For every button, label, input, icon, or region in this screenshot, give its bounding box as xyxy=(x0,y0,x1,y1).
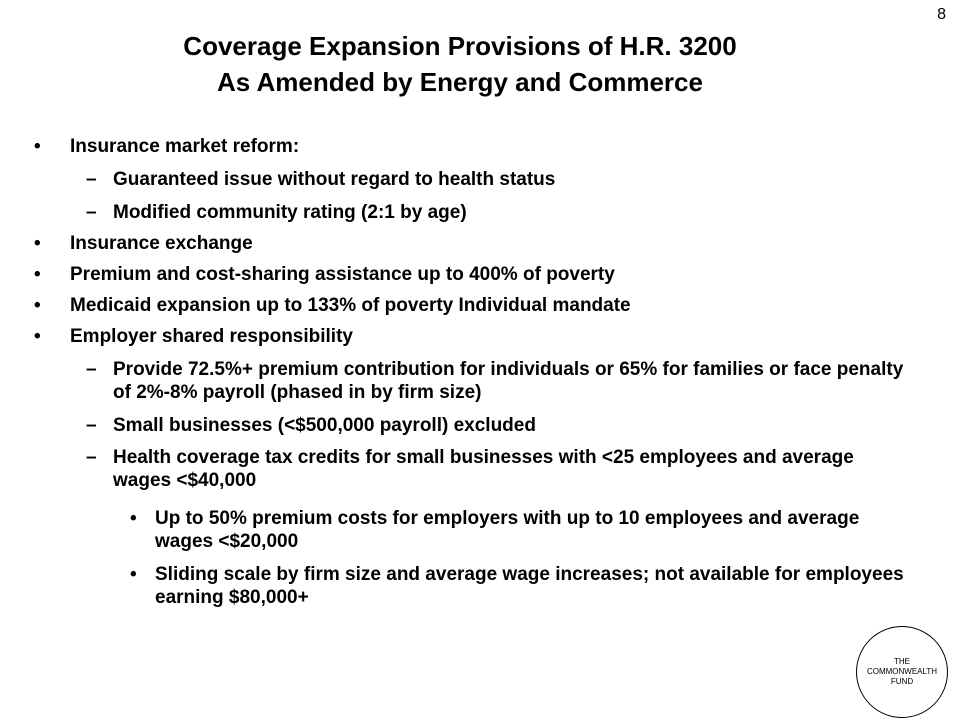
bullet-insurance-exchange xyxy=(34,232,890,255)
bullet-employer-responsibility xyxy=(34,325,890,348)
dash-marker: – xyxy=(86,359,97,380)
title-line-1: Coverage Expansion Provisions of H.R. 3200 xyxy=(183,31,737,61)
bullet-marker: • xyxy=(130,564,137,585)
subbullet-small-businesses-excluded xyxy=(86,414,913,437)
bullet-marker: • xyxy=(34,136,41,157)
bullet-medicaid-expansion xyxy=(34,294,890,317)
logo-line-3: FUND xyxy=(890,677,914,686)
dash-marker: – xyxy=(86,202,97,223)
bullet-marker: • xyxy=(130,508,137,529)
bullet-insurance-market-reform xyxy=(34,135,890,158)
subbullet-text: Small businesses (<$500,000 payroll) excluded xyxy=(113,415,536,436)
page-number: 8 xyxy=(937,6,946,23)
bullet-marker: • xyxy=(34,326,41,347)
dash-marker: – xyxy=(86,415,97,436)
subbullet-text: Health coverage tax credits for small businesses with <25 employees and average wages <$40,000 xyxy=(113,447,854,491)
logo-line-2: COMMONWEALTH xyxy=(866,667,938,676)
subbullet-guaranteed-issue xyxy=(86,168,913,191)
subsubbullet-text: Sliding scale by firm size and average wage increases; not available for employees earning $80,000+ xyxy=(155,564,904,608)
subsubbullet-sliding-scale xyxy=(130,563,915,609)
subbullet-text: Provide 72.5%+ premium contribution for individuals or 65% for families or face penalty of 2%-8% payroll (phased in by firm size) xyxy=(113,359,904,403)
subbullet-premium-contribution xyxy=(86,358,913,404)
title-line-2: As Amended by Energy and Commerce xyxy=(217,67,703,97)
subsubbullet-premium-costs xyxy=(130,507,915,553)
subbullet-tax-credits xyxy=(86,446,913,492)
bullet-text: Premium and cost-sharing assistance up to 400% of poverty xyxy=(70,264,615,285)
bullet-marker: • xyxy=(34,233,41,254)
bullet-text: Insurance market reform: xyxy=(70,136,300,157)
bullet-marker: • xyxy=(34,295,41,316)
bullet-text: Insurance exchange xyxy=(70,233,253,254)
logo-line-1: THE xyxy=(894,657,910,666)
commonwealth-fund-logo xyxy=(856,626,948,718)
bullet-text: Medicaid expansion up to 133% of poverty Individual mandate xyxy=(70,295,631,316)
subsubbullet-text: Up to 50% premium costs for employers with up to 10 employees and average wages <$20,000 xyxy=(155,508,860,552)
dash-marker: – xyxy=(86,447,97,468)
bullet-marker: • xyxy=(34,264,41,285)
bullet-text: Employer shared responsibility xyxy=(70,326,353,347)
bullet-premium-assistance xyxy=(34,263,890,286)
slide-title xyxy=(0,28,920,100)
subbullet-text: Guaranteed issue without regard to health status xyxy=(113,169,556,190)
subbullet-text: Modified community rating (2:1 by age) xyxy=(113,202,467,223)
dash-marker: – xyxy=(86,169,97,190)
subbullet-community-rating xyxy=(86,201,913,224)
